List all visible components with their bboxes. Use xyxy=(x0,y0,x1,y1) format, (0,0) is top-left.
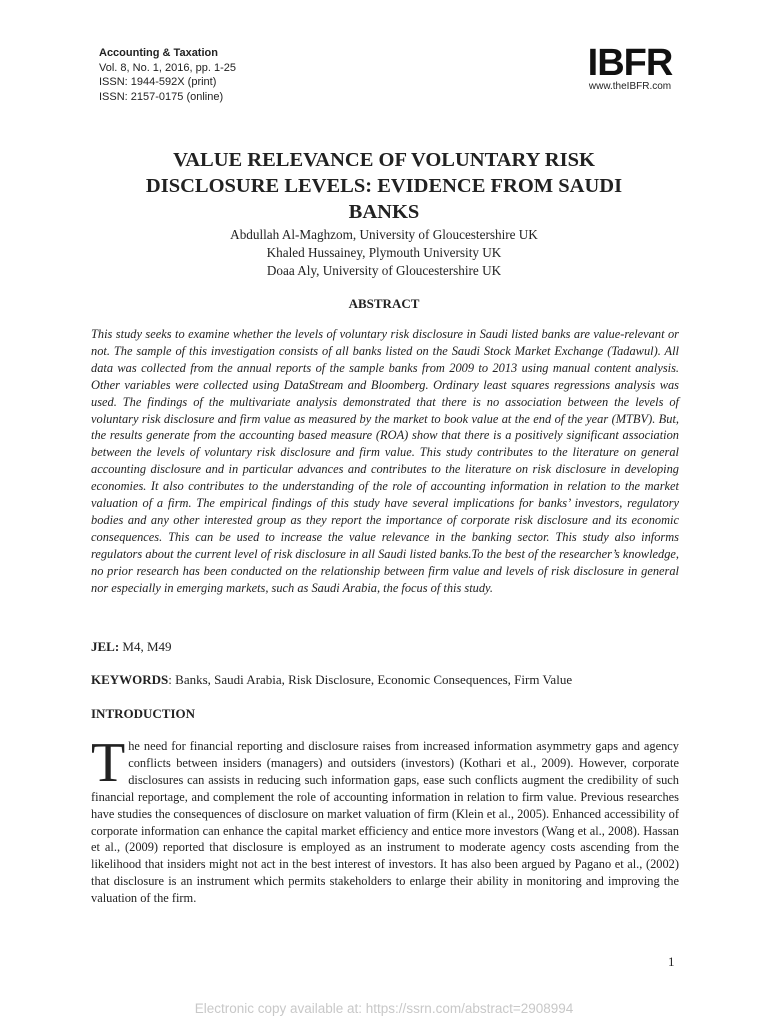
author-3: Doaa Aly, University of Gloucestershire UK xyxy=(266,263,502,278)
page-number: 1 xyxy=(668,954,675,969)
title-line: BANKS xyxy=(348,201,420,223)
keywords-label: KEYWORDS xyxy=(91,672,169,687)
ibfr-logo: IBFR xyxy=(587,42,673,84)
author-1: Abdullah Al-Maghzom, University of Gloucestershire UK xyxy=(230,227,538,242)
abstract-heading: ABSTRACT xyxy=(348,296,420,311)
publisher-brand xyxy=(560,44,700,93)
ssrn-footer-note[interactable]: Electronic copy available at: https://ssrn.com/abstract=2908994 xyxy=(194,1001,574,1016)
introduction-text xyxy=(91,732,679,907)
introduction-paragraph: he need for financial reporting and disclosure raises from increased information asymmetry gaps and agency conflicts between insiders (managers) and outsiders (investors) (Kothari et al., 2009). However, corporate disclosures can assists in reducing such information gaps, ease such conflicts augment the credibility of such financial reportage, and complement the role of accounting information in relation to firm value. Previous researches have studies the consequences of disclosure on market valuation of firm (Klein et al., 2005). Enhanced accessibility of corporate information can enhance the capital market efficiency and entice more investors (Wang et al., 2008). Hassan et al., (2009) reported that disclosure is employed as an instrument to moderate agency costs ascending from the likelihood that insiders might not act in the best interest of investors. It has also been argued by Pagano et al., (2002) that disclosure is an instrument which permits stakeholders to enlarge their ability in monitoring and improving the valuation of the firm. xyxy=(91,739,679,906)
journal-info xyxy=(99,46,236,104)
author-list xyxy=(110,226,658,280)
issn-online: ISSN: 2157-0175 (online) xyxy=(99,90,224,103)
publisher-website[interactable]: www.theIBFR.com xyxy=(588,81,672,92)
author-2: Khaled Hussainey, Plymouth University UK xyxy=(266,245,502,260)
drop-cap: T xyxy=(91,732,126,794)
paper-title xyxy=(110,147,658,225)
jel-label: JEL: xyxy=(91,639,120,654)
issn-print: ISSN: 1944-592X (print) xyxy=(99,76,217,88)
keywords xyxy=(91,672,691,688)
journal-volume: Vol. 8, No. 1, 2016, pp. 1-25 xyxy=(99,61,236,74)
keywords-value: : Banks, Saudi Arabia, Risk Disclosure, Economic Consequences, Firm Value xyxy=(168,672,573,687)
journal-name: Accounting & Taxation xyxy=(99,47,218,59)
jel-codes xyxy=(91,639,172,655)
introduction-heading: INTRODUCTION xyxy=(91,706,196,721)
abstract-text: This study seeks to examine whether the levels of voluntary risk disclosure in Saudi listed banks are value-relevant or not. The sample of this investigation consists of all banks listed on the Saudi Stock Market Exchange (Tadawul). All data was collected from the annual reports of the sample banks from 2009 to 2013 using manual content analysis. Other variables were collected using DataStream and Bloomberg. Ordinary least squares regressions analysis was used. The findings of the multivariate analysis demonstrated that there is no association between the levels of voluntary risk disclosure and firm value as measured by the market to book value at the end of the year (MTBV). But, the results generate from the accounting based measure (ROA) show that there is a positively significant association between the levels of voluntary risk disclosure and firm value. This study contributes to the literature on general accounting disclosure and in particular advances and contributes to the literature on risk disclosure in developing economies. It also contributes to the understanding of the role of accounting information in relation to the market valuation of a firm. The empirical findings of this study have several implications for banks’ investors, regulatory bodies and any other interested group as they report the importance of corporate risk disclosure and its economic consequences. This can be used to increase the value relevance in the banking sector. This study also informs regulators about the current level of risk disclosure in all Saudi listed banks.To the best of the researcher’s knowledge, no prior research has been conducted on the relationship between firm value and levels of risk disclosure in general nor especially in emerging markets, such as Saudi Arabia, the focus of this study. xyxy=(91,327,679,595)
title-line: DISCLOSURE LEVELS: EVIDENCE FROM SAUDI xyxy=(145,175,623,197)
title-line: VALUE RELEVANCE OF VOLUNTARY RISK xyxy=(173,149,595,171)
jel-value: M4, M49 xyxy=(122,639,172,654)
